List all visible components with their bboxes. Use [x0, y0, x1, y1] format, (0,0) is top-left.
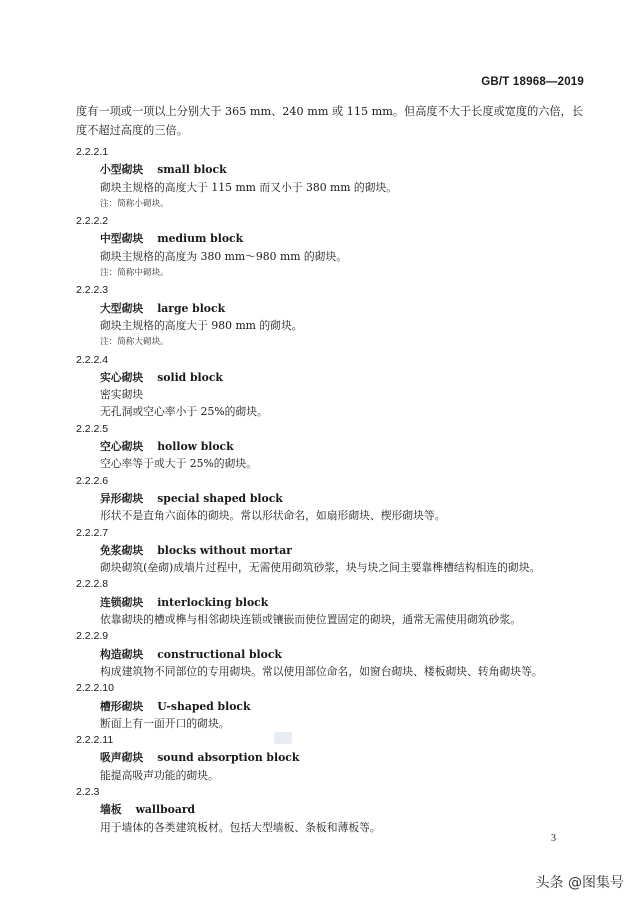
term-definition: 能提高吸声功能的砌块。: [100, 768, 219, 782]
term-entry: [76, 352, 586, 421]
term-english: large block: [157, 301, 226, 315]
term-heading: [76, 698, 586, 715]
term-number: 2.2.2.2: [76, 215, 109, 228]
term-english: small block: [157, 163, 227, 177]
term-english: constructional block: [157, 647, 282, 661]
term-english: blocks without mortar: [157, 543, 292, 557]
term-definition: 砌块主规格的高度大于 980 mm 的砌块。: [100, 318, 303, 332]
term-definition: 形状不是直角六面体的砌块。常以形状命名，如扇形砌块、楔形砌块等。: [100, 509, 446, 523]
page-number: 3: [551, 833, 556, 844]
standard-code: GB/T 18968—2019: [481, 76, 584, 88]
stamp-mark: [274, 732, 292, 744]
term-entry: [76, 628, 586, 680]
term-definition: 砌块主规格的高度大于 115 mm 而又小于 380 mm 的砌块。: [100, 180, 398, 194]
term-english: hollow block: [157, 440, 234, 454]
term-english: medium block: [157, 232, 244, 246]
term-english: solid block: [157, 370, 223, 384]
term-entry: [76, 473, 586, 525]
term-chinese: 小型砌块: [100, 163, 144, 177]
term-number: 2.2.2.8: [76, 578, 109, 591]
term-definition: 砌块砌筑(垒砌)成墙片过程中，无需使用砌筑砂浆，块与块之间主要靠榫槽结构相连的砌块。: [100, 561, 541, 575]
term-chinese: 墙板: [100, 803, 122, 817]
term-definition: 用于墙体的各类建筑板材。包括大型墙板、条板和薄板等。: [100, 820, 381, 834]
watermark-text: 头条 @图集号: [535, 875, 624, 891]
term-number: 2.2.2.3: [76, 284, 109, 297]
term-heading: [76, 542, 586, 559]
term-entry: [76, 421, 586, 473]
term-chinese: 空心砌块: [100, 440, 144, 454]
term-definition: 密实砌块: [100, 388, 144, 402]
document-body: [76, 102, 586, 836]
term-entry: [76, 680, 586, 732]
term-english: interlocking block: [157, 595, 269, 609]
term-note: 注：简称大砌块。: [100, 337, 169, 348]
term-note: 注：简称中砌块。: [100, 268, 169, 279]
term-entry: [76, 732, 586, 784]
term-heading: [76, 801, 586, 818]
term-heading: [76, 161, 586, 178]
term-entry: [76, 282, 586, 351]
term-number: 2.2.2.10: [76, 682, 114, 695]
term-number: 2.2.2.9: [76, 630, 109, 643]
term-chinese: 构造砌块: [100, 647, 144, 661]
term-number: 2.2.3: [76, 785, 100, 798]
intro-paragraph: 度有一项或一项以上分别大于 365 mm、240 mm 或 115 mm。但高度不大于长度或宽度的六倍，长度不超过高度的三倍。: [76, 105, 584, 137]
term-definition: 断面上有一面开口的砌块。: [100, 716, 230, 730]
term-heading: [76, 230, 586, 247]
term-definition: 依靠砌块的槽或榫与相邻砌块连锁或镶嵌而使位置固定的砌块，通常无需使用砌筑砂浆。: [100, 613, 522, 627]
term-number: 2.2.2.5: [76, 422, 109, 435]
term-english: special shaped block: [157, 491, 283, 505]
term-chinese: 中型砌块: [100, 232, 144, 246]
term-definition: 无孔洞或空心率小于 25%的砌块。: [100, 405, 268, 419]
term-note: 注：简称小砌块。: [100, 198, 169, 209]
term-chinese: 吸声砌块: [100, 751, 144, 765]
term-definition: 空心率等于或大于 25%的砌块。: [100, 457, 257, 471]
term-definition: 砌块主规格的高度为 380 mm～980 mm 的砌块。: [100, 249, 348, 263]
term-heading: [76, 300, 586, 317]
term-number: 2.2.2.6: [76, 474, 109, 487]
term-chinese: 实心砌块: [100, 370, 144, 384]
term-english: sound absorption block: [157, 751, 300, 765]
term-number: 2.2.2.7: [76, 526, 109, 539]
term-heading: [76, 490, 586, 507]
term-entry: [76, 144, 586, 213]
term-number: 2.2.2.1: [76, 146, 109, 158]
term-heading: [76, 749, 586, 766]
term-entry: [76, 576, 586, 628]
term-number: 2.2.2.11: [76, 734, 114, 747]
term-chinese: 异形砌块: [100, 491, 144, 505]
term-entry: [76, 525, 586, 577]
term-chinese: 免浆砌块: [100, 543, 144, 557]
term-english: wallboard: [135, 803, 196, 817]
term-entry: [76, 784, 586, 836]
term-english: U-shaped block: [157, 699, 251, 713]
term-heading: [76, 646, 586, 663]
term-entries: [76, 144, 586, 836]
term-chinese: 连锁砌块: [100, 595, 144, 609]
term-heading: [76, 594, 586, 611]
term-number: 2.2.2.4: [76, 353, 109, 366]
term-chinese: 大型砌块: [100, 301, 144, 315]
term-chinese: 槽形砌块: [100, 699, 144, 713]
term-definition: 构成建筑物不同部位的专用砌块。常以使用部位命名，如窗台砌块、楼板砌块、转角砌块等。: [100, 664, 543, 678]
term-heading: [76, 438, 586, 455]
term-entry: [76, 213, 586, 282]
term-heading: [76, 369, 586, 386]
